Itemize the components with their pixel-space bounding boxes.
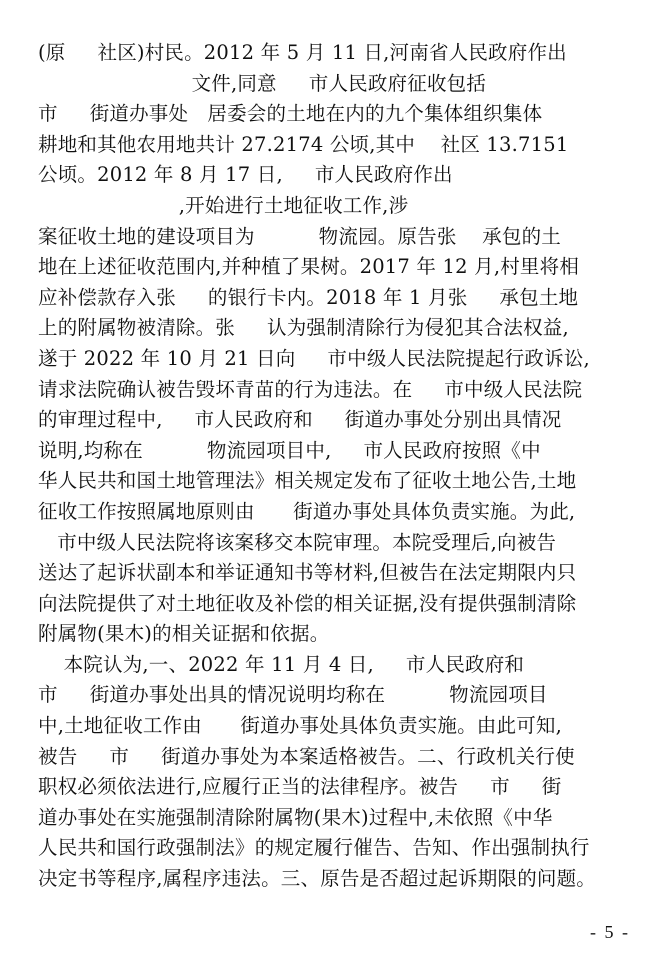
text-line: 送达了起诉状副本和举证通知书等材料,但被告在法定期限内只 (38, 561, 577, 585)
text-line: 上的附属物被清除。张 认为强制清除行为侵犯其合法权益, (38, 316, 569, 340)
text-line: 地在上述征收范围内,并种植了果树。2017 年 12 月,村里将相 (38, 255, 580, 279)
text-line: 市中级人民法院将该案移交本院审理。本院受理后,向被告 (38, 530, 557, 554)
text-line: ,开始进行土地征收工作,涉 (38, 193, 409, 217)
text-line: 市 街道办事处出具的情况说明均称在 物流园项目 (38, 683, 548, 707)
text-line: 耕地和其他农用地共计 27.2174 公顷,其中 社区 13.7151 (38, 132, 569, 156)
text-line: 人民共和国行政强制法》的规定履行催告、告知、作出强制执行 (38, 836, 590, 860)
text-line: 征收工作按照属地原则由 街道办事处具体负责实施。为此, (38, 499, 576, 523)
text-line: 请求法院确认被告毁坏青苗的行为违法。在 市中级人民法院 (38, 377, 583, 401)
text-line: 向法院提供了对土地征收及补偿的相关证据,没有提供强制清除 (38, 591, 577, 615)
text-line: 中,土地征收工作由 街道办事处具体负责实施。由此可知, (38, 714, 562, 738)
text-line: 说明,均称在 物流园项目中, 市人民政府按照《中 (38, 438, 541, 462)
text-line: 道办事处在实施强制清除附属物(果木)过程中,未依照《中华 (38, 805, 553, 829)
text-line: 被告 市 街道办事处为本案适格被告。二、行政机关行使 (38, 744, 575, 768)
text-line: 职权必须依法进行,应履行正当的法律程序。被告 市 街 (38, 775, 562, 799)
text-line: 市 街道办事处 居委会的土地在内的九个集体组织集体 (38, 102, 543, 126)
text-line: (原 社区)村民。2012 年 5 月 11 日,河南省人民政府作出 (38, 41, 567, 64)
document-body (38, 38, 634, 895)
text-line: 遂于 2022 年 10 月 21 日向 市中级人民法院提起行政诉讼, (38, 346, 590, 370)
text-line: 的审理过程中, 市人民政府和 街道办事处分别出具情况 (38, 408, 562, 432)
text-line: 文件,同意 市人民政府征收包括 (38, 71, 487, 95)
page-number: - 5 - (590, 922, 630, 942)
text-line: 应补偿款存入张 的银行卡内。2018 年 1 月张 承包土地 (38, 285, 579, 309)
text-line: 决定书等程序,属程序违法。三、原告是否超过起诉期限的问题。 (38, 867, 596, 891)
text-line: 公顷。2012 年 8 月 17 日, 市人民政府作出 (38, 163, 453, 187)
text-line: 案征收土地的建设项目为 物流园。原告张 承包的土 (38, 224, 561, 248)
text-line: 附属物(果木)的相关证据和依据。 (38, 622, 330, 646)
text-line: 本院认为,一、2022 年 11 月 4 日, 市人民政府和 (38, 652, 525, 676)
text-line: 华人民共和国土地管理法》相关规定发布了征收土地公告,土地 (38, 469, 577, 493)
